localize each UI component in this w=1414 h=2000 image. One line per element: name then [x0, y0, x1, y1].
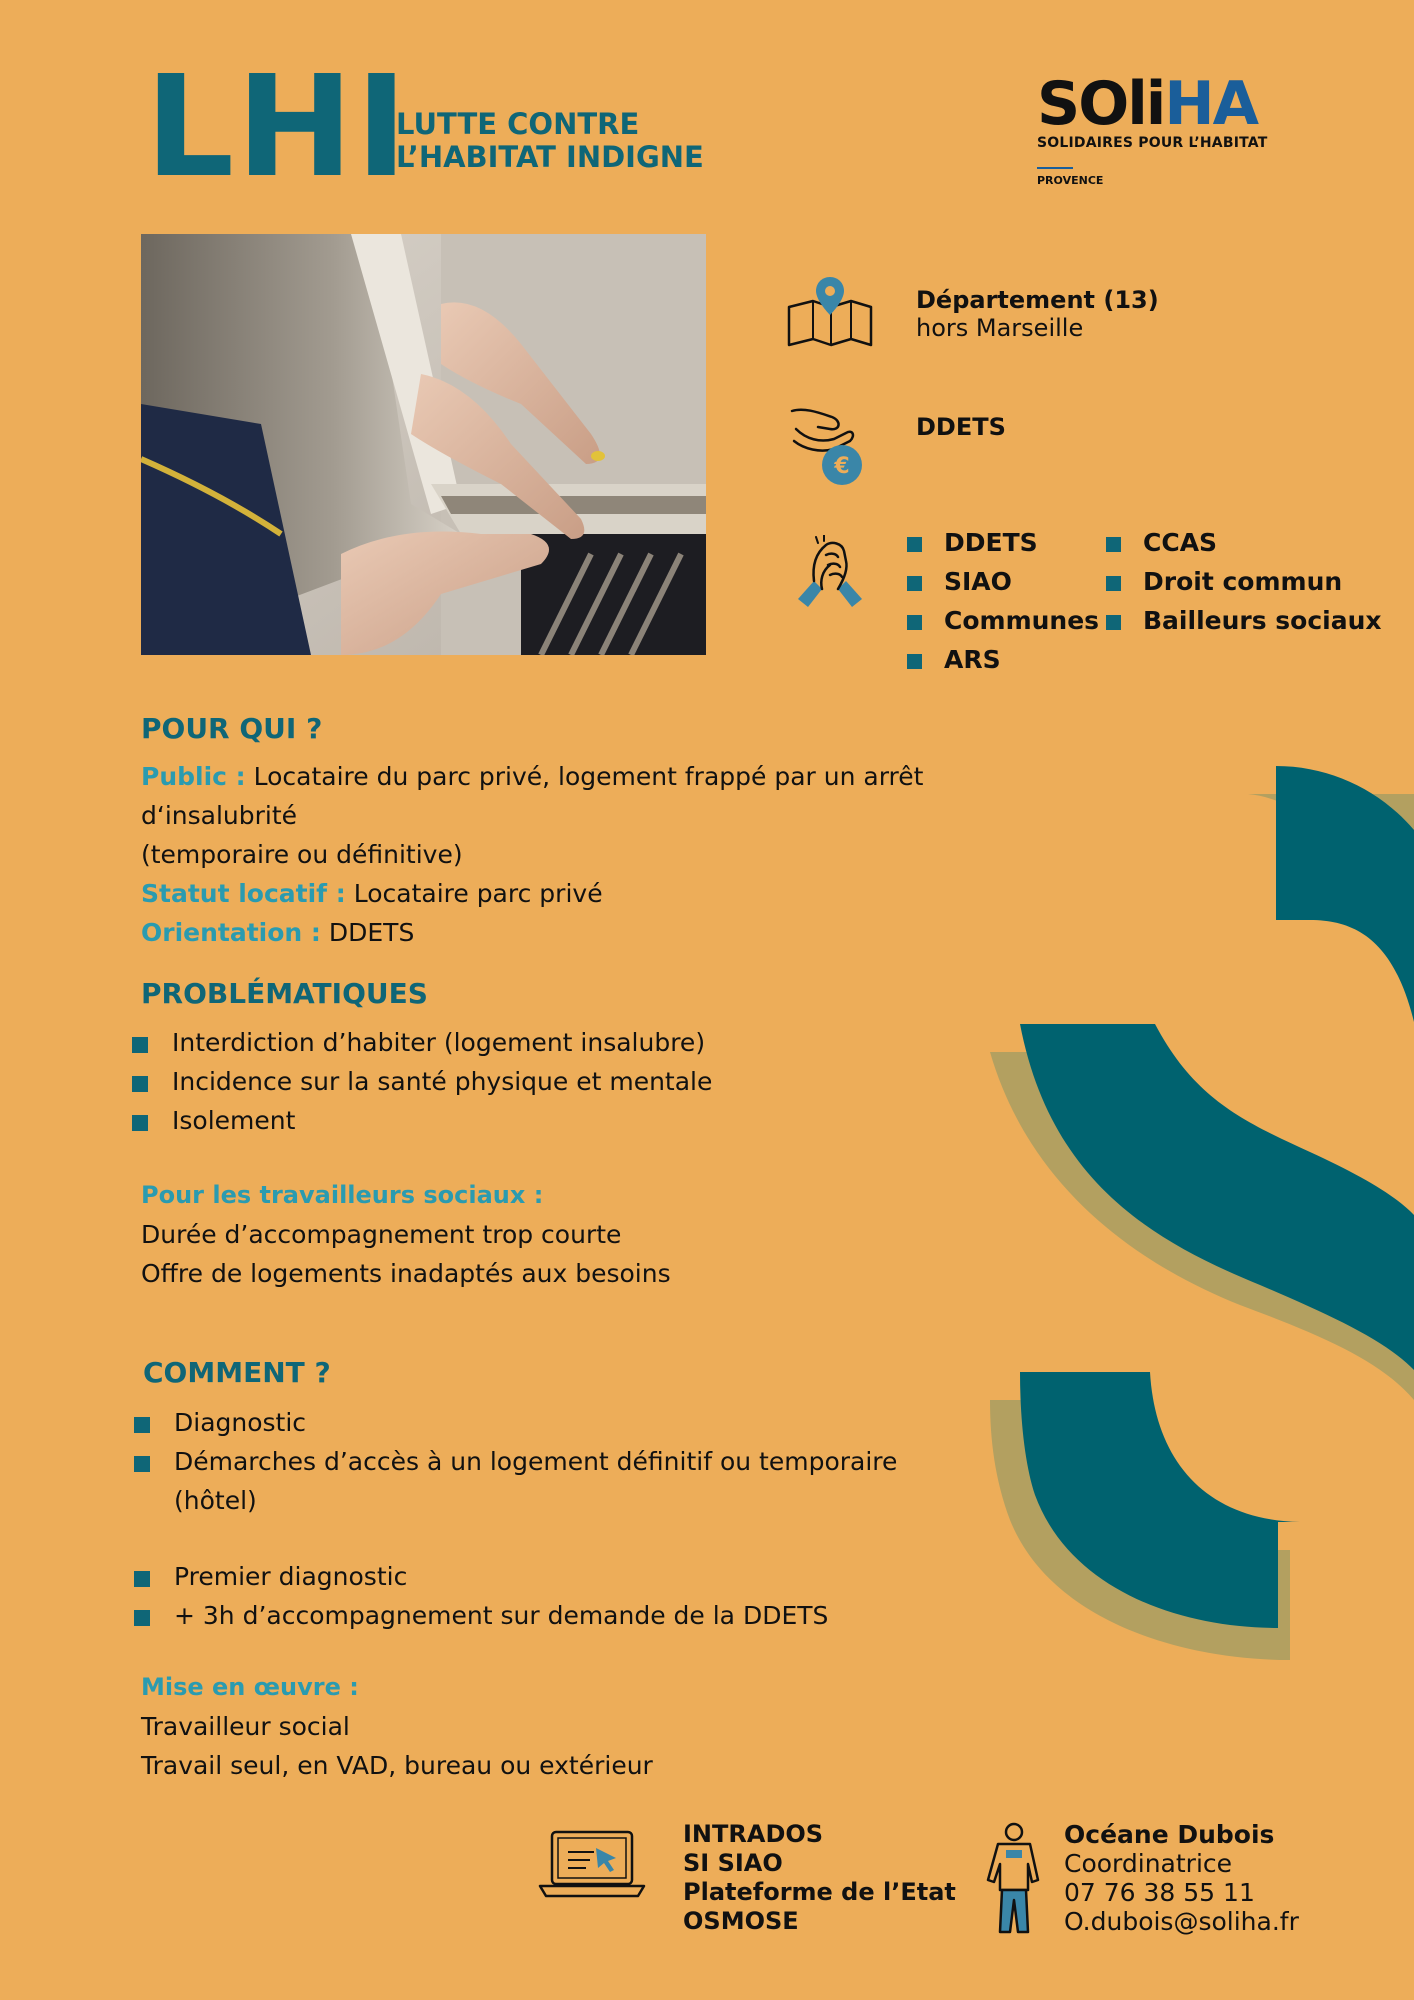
tool-item: OSMOSE: [683, 1907, 799, 1935]
logo-blue-part: HA: [1164, 69, 1258, 139]
list-item: [1106, 562, 1382, 601]
social-workers-block: [141, 1176, 671, 1293]
implementation-label: Mise en œuvre :: [141, 1673, 359, 1701]
logo-dark-part: SOli: [1037, 69, 1165, 139]
partner-label: Communes: [944, 606, 1100, 635]
partner-label: Bailleurs sociaux: [1143, 606, 1382, 635]
problem-text: Incidence sur la santé physique et mentale: [172, 1067, 713, 1096]
partners-list-col1: [907, 523, 1099, 679]
list-item: [132, 1101, 712, 1140]
list-item: [1106, 601, 1382, 640]
section-title-pour-qui: POUR QUI ?: [141, 712, 323, 745]
comment-text: Démarches d’accès à un logement définitif ou temporaire: [174, 1447, 898, 1476]
contact-phone[interactable]: 07 76 38 55 11: [1064, 1878, 1255, 1907]
bullet-square: [134, 1571, 150, 1587]
bullet-square: [907, 615, 922, 630]
funder-name: DDETS: [916, 413, 1006, 441]
statut-label: Statut locatif :: [141, 879, 346, 908]
bullet-square: [134, 1456, 150, 1472]
partner-label: DDETS: [944, 528, 1038, 557]
public-text: Locataire du parc privé, logement frappé par un arrêt d‘insalubrité: [141, 762, 924, 830]
statut-text: Locataire parc privé: [353, 879, 603, 908]
list-item: [907, 601, 1099, 640]
orientation-label: Orientation :: [141, 918, 321, 947]
tool-item: INTRADOS: [683, 1820, 824, 1848]
comment-text-continued: (hôtel): [174, 1486, 257, 1515]
orientation-text: DDETS: [328, 918, 415, 947]
logo-region: PROVENCE: [1037, 174, 1104, 187]
comment-list-2: [134, 1557, 828, 1635]
laptop-icon: [538, 1828, 646, 1900]
map-pin-icon: [785, 275, 875, 351]
territory-title: Département (13): [916, 286, 1159, 314]
svg-text:€: €: [834, 454, 850, 479]
contact-email[interactable]: O.dubois@soliha.fr: [1064, 1907, 1299, 1936]
implementation-line: Travailleur social: [141, 1712, 350, 1741]
list-item: [907, 640, 1099, 679]
tools-list: [683, 1820, 956, 1936]
list-item: [134, 1596, 828, 1635]
problematiques-list: [132, 1023, 712, 1140]
contact-name: Océane Dubois: [1064, 1820, 1275, 1849]
bullet-square: [134, 1610, 150, 1626]
logo-tagline: SOLIDAIRES POUR L’HABITAT: [1037, 135, 1268, 151]
program-acronym: LHI: [145, 46, 410, 209]
territory-text: hors Marseille: [916, 314, 1084, 342]
list-item: [134, 1442, 897, 1481]
program-title-line2: L’HABITAT INDIGNE: [396, 140, 704, 174]
tool-item: Plateforme de l’Etat: [683, 1878, 956, 1906]
list-item: [134, 1557, 828, 1596]
contact-role: Coordinatrice: [1064, 1849, 1233, 1878]
person-icon: [978, 1820, 1048, 1936]
soliha-logo: [1037, 69, 1258, 139]
social-workers-label: Pour les travailleurs sociaux :: [141, 1181, 544, 1209]
implementation-line: Travail seul, en VAD, bureau ou extérieur: [141, 1751, 653, 1780]
logo-divider: [1037, 167, 1073, 169]
public-line: [141, 757, 1071, 835]
bullet-square: [907, 537, 922, 552]
list-item-continued: [134, 1481, 897, 1520]
bullet-square: [907, 654, 922, 669]
public-label: Public :: [141, 762, 246, 791]
partner-label: SIAO: [944, 567, 1012, 596]
bullet-square: [134, 1417, 150, 1433]
list-item: [132, 1062, 712, 1101]
statut-line: [141, 874, 1071, 913]
bullet-square: [907, 576, 922, 591]
tool-item: SI SIAO: [683, 1849, 783, 1877]
social-workers-line: Offre de logements inadaptés aux besoins: [141, 1259, 671, 1288]
implementation-block: [141, 1668, 653, 1785]
list-item: [907, 523, 1099, 562]
list-item: [134, 1403, 897, 1442]
bullet-square: [132, 1037, 148, 1053]
partner-label: CCAS: [1143, 528, 1218, 557]
contact-card: [1064, 1820, 1299, 1936]
list-item: [1106, 523, 1382, 562]
comment-list-1: [134, 1403, 897, 1520]
comment-text: + 3h d’accompagnement sur demande de la DDETS: [174, 1601, 829, 1630]
bullet-square: [132, 1115, 148, 1131]
pour-qui-content: [141, 757, 1071, 952]
section-title-comment: COMMENT ?: [143, 1356, 331, 1389]
comment-text: Diagnostic: [174, 1408, 307, 1437]
partner-label: Droit commun: [1143, 567, 1343, 596]
bullet-square: [132, 1076, 148, 1092]
partners-list-col2: [1106, 523, 1382, 640]
problem-text: Isolement: [172, 1106, 296, 1135]
partner-label: ARS: [944, 645, 1001, 674]
public-text-continued: (temporaire ou définitive): [141, 840, 463, 869]
list-item: [907, 562, 1099, 601]
funding-hand-icon: [790, 405, 866, 487]
bullet-square: [1106, 576, 1121, 591]
program-title: [396, 108, 704, 174]
bullet-square: [1106, 537, 1121, 552]
bullet-square: [1106, 615, 1121, 630]
hands-window-photo: [141, 234, 706, 655]
orientation-line: [141, 913, 1071, 952]
program-title-line1: LUTTE CONTRE: [396, 107, 640, 141]
problem-text: Interdiction d’habiter (logement insalubre): [172, 1028, 706, 1057]
comment-text: Premier diagnostic: [174, 1562, 408, 1591]
section-title-problematiques: PROBLÉMATIQUES: [141, 977, 428, 1010]
handshake-icon: [790, 535, 870, 611]
social-workers-line: Durée d’accompagnement trop courte: [141, 1220, 622, 1249]
list-item: [132, 1023, 712, 1062]
